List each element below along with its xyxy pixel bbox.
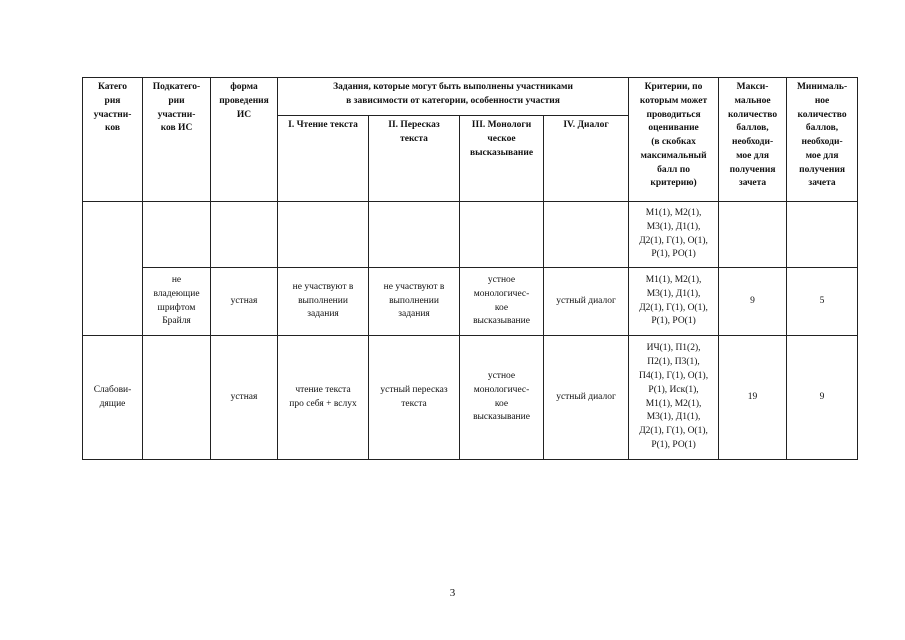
header-task-dialogue: IV. Диалог xyxy=(544,116,629,202)
cell-subcategory xyxy=(143,336,211,460)
cell-form: устная xyxy=(211,268,278,336)
header-max-score: Макси- мальное количество баллов, необходи- мое для получения зачета xyxy=(719,78,787,202)
cell-max-score xyxy=(719,202,787,268)
page-number: 3 xyxy=(449,587,456,599)
cell-criteria: М1(1), М2(1), М3(1), Д1(1), Д2(1), Г(1), О(1), Р(1), РО(1) xyxy=(629,268,719,336)
cell-min-score: 5 xyxy=(787,268,858,336)
assessment-table xyxy=(82,77,858,460)
header-task-reading: I. Чтение текста xyxy=(278,116,369,202)
header-subcategory: Подкатего- рии участни- ков ИС xyxy=(143,78,211,202)
table-row xyxy=(83,268,858,336)
cell-task-monologue: устное монологичес- кое высказывание xyxy=(460,268,544,336)
cell-task-reading xyxy=(278,202,369,268)
cell-task-monologue: устное монологичес- кое высказывание xyxy=(460,336,544,460)
cell-task-retelling xyxy=(369,202,460,268)
cell-task-dialogue: устный диалог xyxy=(544,336,629,460)
cell-task-reading: не участвуют в выполнении задания xyxy=(278,268,369,336)
table-row xyxy=(83,336,858,460)
cell-form xyxy=(211,202,278,268)
cell-category xyxy=(83,202,143,336)
cell-subcategory xyxy=(143,202,211,268)
cell-task-dialogue xyxy=(544,202,629,268)
cell-task-retelling: устный пересказ текста xyxy=(369,336,460,460)
cell-subcategory: не владеющие шрифтом Брайля xyxy=(143,268,211,336)
header-form: форма проведения ИС xyxy=(211,78,278,202)
cell-form: устная xyxy=(211,336,278,460)
table-row xyxy=(83,202,858,268)
cell-task-retelling: не участвуют в выполнении задания xyxy=(369,268,460,336)
header-task-retelling: II. Пересказ текста xyxy=(369,116,460,202)
cell-task-reading: чтение текста про себя + вслух xyxy=(278,336,369,460)
header-task-monologue: III. Монологи ческое высказывание xyxy=(460,116,544,202)
cell-min-score xyxy=(787,202,858,268)
cell-task-dialogue: устный диалог xyxy=(544,268,629,336)
cell-criteria: М1(1), М2(1), М3(1), Д1(1), Д2(1), Г(1), О(1), Р(1), РО(1) xyxy=(629,202,719,268)
cell-max-score: 19 xyxy=(719,336,787,460)
cell-category: Слабови- дящие xyxy=(83,336,143,460)
cell-min-score: 9 xyxy=(787,336,858,460)
header-category: Катего рия участни- ков xyxy=(83,78,143,202)
header-criteria: Критерии, по которым может проводиться оценивание (в скобках максимальный балл по критерию) xyxy=(629,78,719,202)
cell-max-score: 9 xyxy=(719,268,787,336)
cell-criteria: ИЧ(1), П1(2), П2(1), П3(1), П4(1), Г(1), О(1), Р(1), Иск(1), М1(1), М2(1), М3(1), Д1(1), Д2(1), Г(1), О(1), Р(1), РО(1) xyxy=(629,336,719,460)
cell-task-monologue xyxy=(460,202,544,268)
header-tasks-group: Задания, которые могут быть выполнены участниками в зависимости от категории, особенности участия xyxy=(278,78,629,116)
header-min-score: Минималь- ное количество баллов, необходи- мое для получения зачета xyxy=(787,78,858,202)
